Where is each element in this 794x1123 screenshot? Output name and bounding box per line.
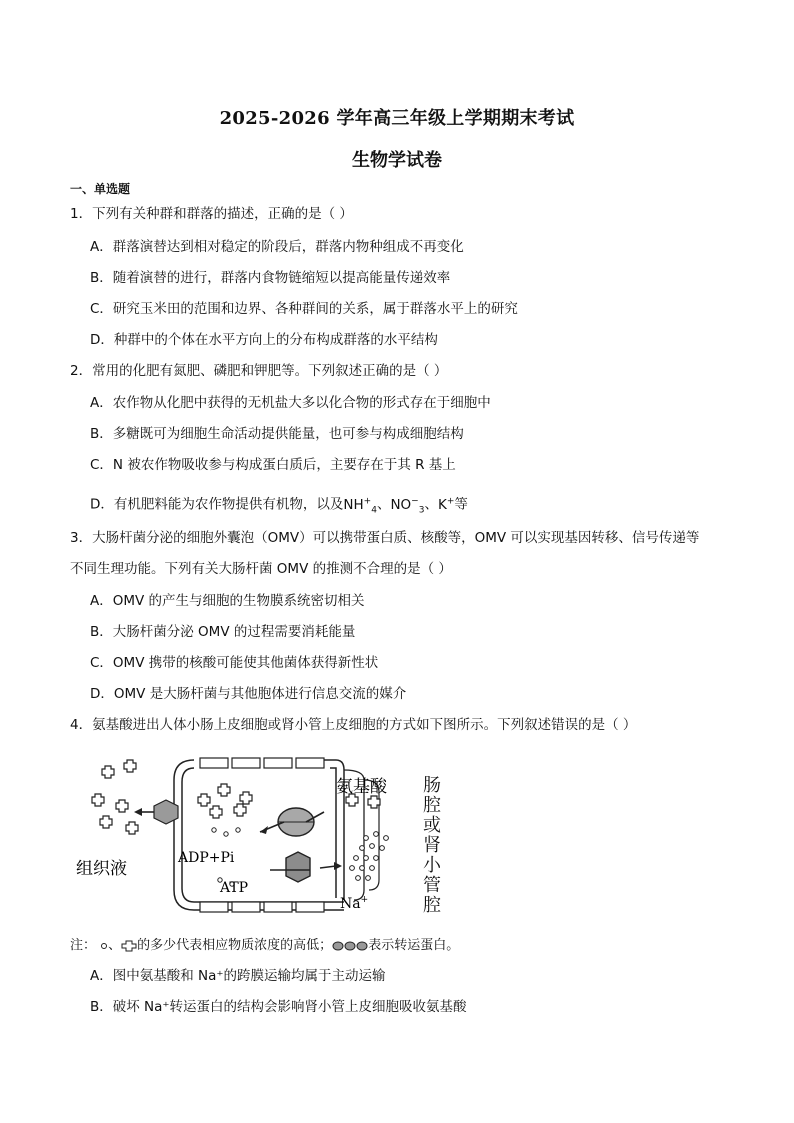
label-amino-acid: 氨基酸	[336, 777, 387, 797]
question-3-option-d: D．OMV 是大肠杆菌与其他胞体进行信息交流的媒介	[90, 686, 407, 702]
cell-transport-diagram	[74, 740, 464, 930]
question-3-option-c: C．OMV 携带的核酸可能使其他菌体获得新性状	[90, 655, 379, 671]
ion-nitrate: $NO^-_3$	[390, 496, 425, 516]
question-1-stem: 1．下列有关种群和群落的描述，正确的是（ ）	[70, 206, 353, 222]
question-4-option-a: A．图中氨基酸和 Na⁺的跨膜运输均属于主动运输	[90, 968, 386, 984]
sodium-dot-icon	[100, 942, 108, 950]
label-tissue-fluid: 组织液	[76, 859, 127, 879]
sodium-transporter	[286, 852, 310, 882]
question-2-option-b: B．多糖既可为细胞生命活动提供能量，也可参与构成细胞结构	[90, 426, 464, 442]
transporter-icons	[332, 940, 368, 952]
question-3-option-a: A．OMV 的产生与细胞的生物膜系统密切相关	[90, 593, 365, 609]
label-atp: ATP	[220, 880, 249, 896]
label-adp: ADP+Pi	[178, 850, 235, 866]
question-1-option-b: B．随着演替的进行，群落内食物链缩短以提高能量传递效率	[90, 270, 451, 286]
basolateral-transporter	[154, 800, 178, 824]
question-3-stem-line1: 3．大肠杆菌分泌的细胞外囊泡（OMV）可以携带蛋白质、核酸等，OMV 可以实现基因转移、信号传递等	[70, 530, 700, 546]
question-2-option-d: D．有机肥料能为农作物提供有机物，以及$NH^+_4$、$NO^-_3$、K+等	[90, 496, 468, 516]
question-3-stem-line2: 不同生理功能。下列有关大肠杆菌 OMV 的推测不合理的是（ ）	[70, 561, 452, 577]
ion-ammonium: $NH^+_4$	[343, 496, 377, 516]
label-sodium: Na+	[340, 895, 369, 912]
question-2-option-a: A．农作物从化肥中获得的无机盐大多以化合物的形式存在于细胞中	[90, 395, 491, 411]
amino-acid-markers	[92, 760, 380, 834]
question-1-option-d: D．种群中的个体在水平方向上的分布构成群落的水平结构	[90, 332, 438, 348]
question-1-option-a: A．群落演替达到相对稳定的阶段后，群落内物种组成不再变化	[90, 239, 464, 255]
question-4-option-b: B．破坏 Na⁺转运蛋白的结构会影响肾小管上皮细胞吸收氨基酸	[90, 999, 467, 1015]
junction-top	[200, 758, 324, 768]
question-1-option-c: C．研究玉米田的范围和边界、各种群间的关系，属于群落水平上的研究	[90, 301, 518, 317]
question-2-option-d-text: D．有机肥料能为农作物提供有机物，以及	[90, 496, 344, 513]
exam-subtitle: 生物学试卷	[352, 150, 442, 171]
diagram-note: 注： 、 的多少代表相应物质浓度的高低； 表示转运蛋白。	[70, 938, 460, 953]
exam-title: 2025-2026 学年高三年级上学期期末考试	[219, 108, 575, 129]
question-2-option-c: C．N 被农作物吸收参与构成蛋白质后，主要存在于其 R 基上	[90, 457, 456, 473]
question-2-stem: 2．常用的化肥有氮肥、磷肥和钾肥等。下列叙述正确的是（ ）	[70, 363, 448, 379]
amino-acid-cross-icon	[121, 940, 137, 952]
ion-potassium: K+	[437, 496, 455, 513]
label-lumen: 肠 腔 或 肾 小 管 腔	[423, 775, 441, 916]
question-4-stem: 4．氨基酸进出人体小肠上皮细胞或肾小管上皮细胞的方式如下图所示。下列叙述错误的是（ ）	[70, 717, 637, 733]
section-heading: 一、单选题	[70, 182, 131, 196]
question-3-option-b: B．大肠杆菌分泌 OMV 的过程需要消耗能量	[90, 624, 356, 640]
